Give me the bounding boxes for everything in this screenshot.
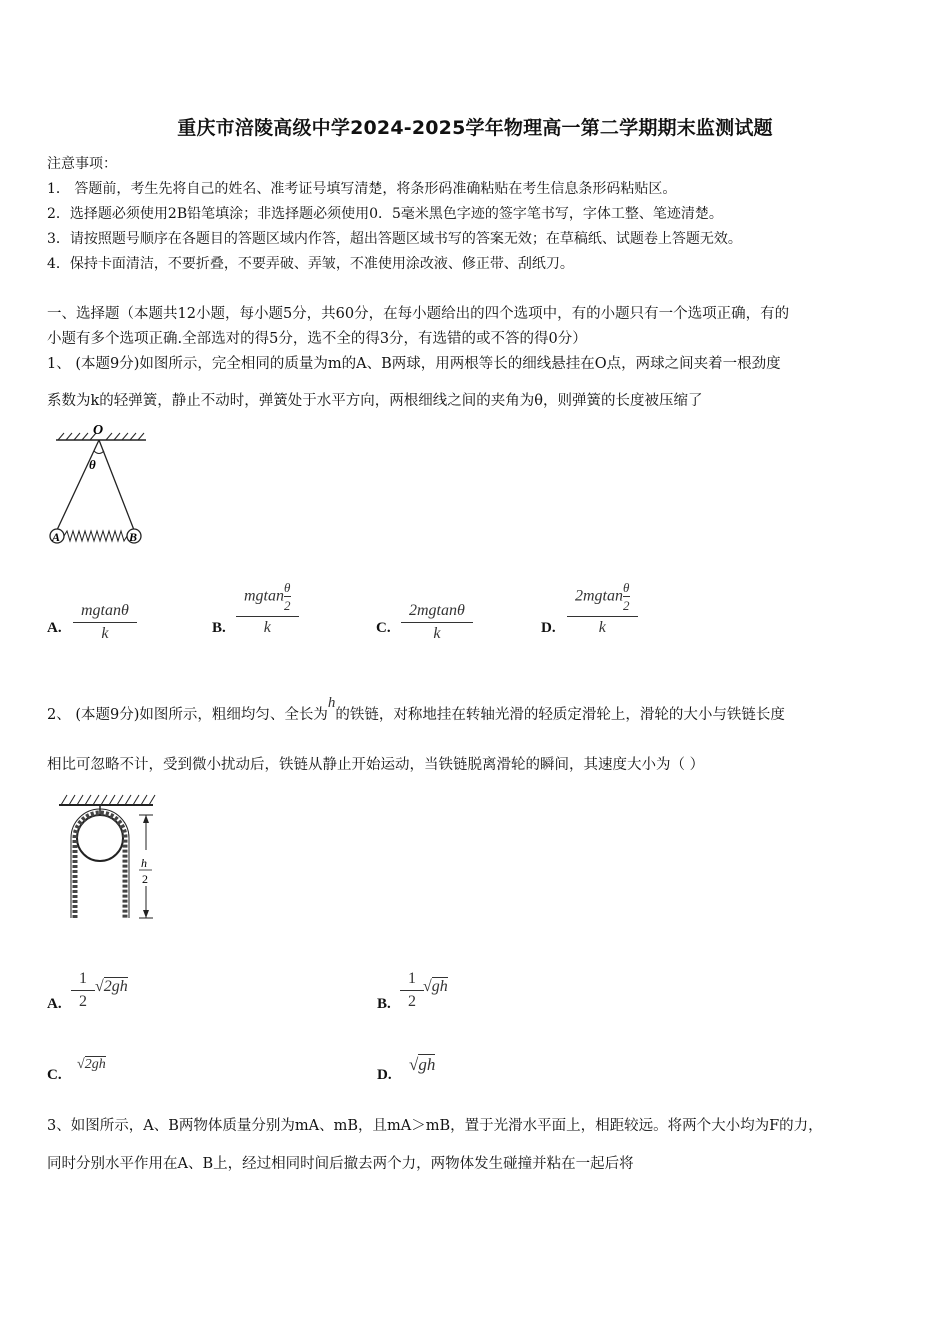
pulley	[77, 815, 123, 861]
q2-line1: 2、 (本题9分)如图所示，粗细均匀、全长为h的铁链，对称地挂在转轴光滑的轻质定滑轮上，滑轮的大小与铁链长度	[47, 695, 785, 723]
q2-line2: 相比可忽略不计，受到微小扰动后，铁链从静止开始运动，当铁链脱离滑轮的瞬间，其速度大小为（ ）	[47, 757, 705, 773]
q2-option-c-root: √2gh	[77, 1057, 106, 1072]
q1-figure	[50, 420, 160, 550]
notes-heading: 注意事项：	[47, 156, 117, 172]
q1-option-a-expr: $\frac{mgtan\theta}{k}$	[77, 602, 133, 643]
q3-line1: 3、如图所示，A、B两物体质量分别为mA、mB，且mA＞mB，置于光滑水平面上，相距较远。将两个大小均为F的力，	[47, 1118, 823, 1134]
label-b: B	[129, 530, 138, 544]
q1-option-c-label: C.	[376, 620, 391, 636]
q3-line2: 同时分别水平作用在A、B上，经过相同时间后撤去两个力，两物体发生碰撞并粘在一起后将	[47, 1156, 634, 1172]
q2-option-c-label: C.	[47, 1067, 62, 1083]
q2-option-a-label: A.	[47, 996, 62, 1012]
q1-option-d-expr: 2mgtan $\frac{\theta}{2}$ k	[571, 580, 634, 637]
q2-option-a-root: √2gh	[95, 978, 128, 995]
q1-line2: 系数为k的轻弹簧，静止不动时，弹簧处于水平方向，两根细线之间的夹角为θ，则弹簧的长度被压缩了	[47, 393, 703, 409]
page-title: 重庆市涪陵高级中学2024-2025学年物理高一第二学期期末监测试题	[177, 117, 773, 139]
note-item-3: 3．请按照题号顺序在各题目的答题区域内作答，超出答题区域书写的答案无效；在草稿纸、试题卷上答题无效。	[47, 231, 742, 247]
q1-line1: 1、 (本题9分)如图所示，完全相同的质量为m的A、B两球，用两根等长的细线悬挂在O点，两球之间夹着一根劲度	[47, 356, 781, 372]
q1-option-c-expr: $\frac{2mgtan\theta}{k}$	[405, 602, 469, 643]
q1-option-b-expr: mgtan $\frac{\theta}{2}$ k	[240, 580, 295, 637]
q2-option-a-coef: $\frac{1}{2}$	[75, 970, 91, 1011]
section1-line1: 一、选择题（本题共12小题，每小题5分，共60分，在每小题给出的四个选项中，有的小题只有一个选项正确，有的	[47, 306, 790, 322]
q2-option-b-coef: $\frac{1}{2}$	[404, 970, 420, 1011]
q1-option-b-label: B.	[212, 620, 226, 636]
q2-option-b-label: B.	[377, 996, 391, 1012]
label-o: O	[93, 423, 104, 438]
note-item-2: 2．选择题必须使用2B铅笔填涂；非选择题必须使用0．5毫米黑色字迹的签字笔书写，字体工整、笔迹清楚。	[47, 206, 723, 222]
label-a: A	[52, 530, 61, 544]
q2-option-d-label: D.	[377, 1067, 392, 1083]
q2-figure	[55, 790, 165, 930]
label-theta: θ	[89, 457, 96, 472]
label-2: 2	[142, 872, 148, 886]
q2-option-d-root: √gh	[409, 1055, 436, 1074]
q2-option-b-root: √gh	[423, 978, 448, 995]
note-item-1: 1． 答题前，考生先将自己的姓名、准考证号填写清楚，将条形码准确粘贴在考生信息条形码粘贴区。	[47, 181, 677, 197]
q1-option-d-label: D.	[541, 620, 556, 636]
note-item-4: 4．保持卡面清洁，不要折叠，不要弄破、弄皱，不准使用涂改液、修正带、刮纸刀。	[47, 256, 574, 272]
q1-option-a-label: A.	[47, 620, 62, 636]
section1-line2: 小题有多个选项正确.全部选对的得5分，选不全的得3分，有选错的或不答的得0分）	[47, 331, 587, 347]
label-h: h	[141, 856, 147, 870]
